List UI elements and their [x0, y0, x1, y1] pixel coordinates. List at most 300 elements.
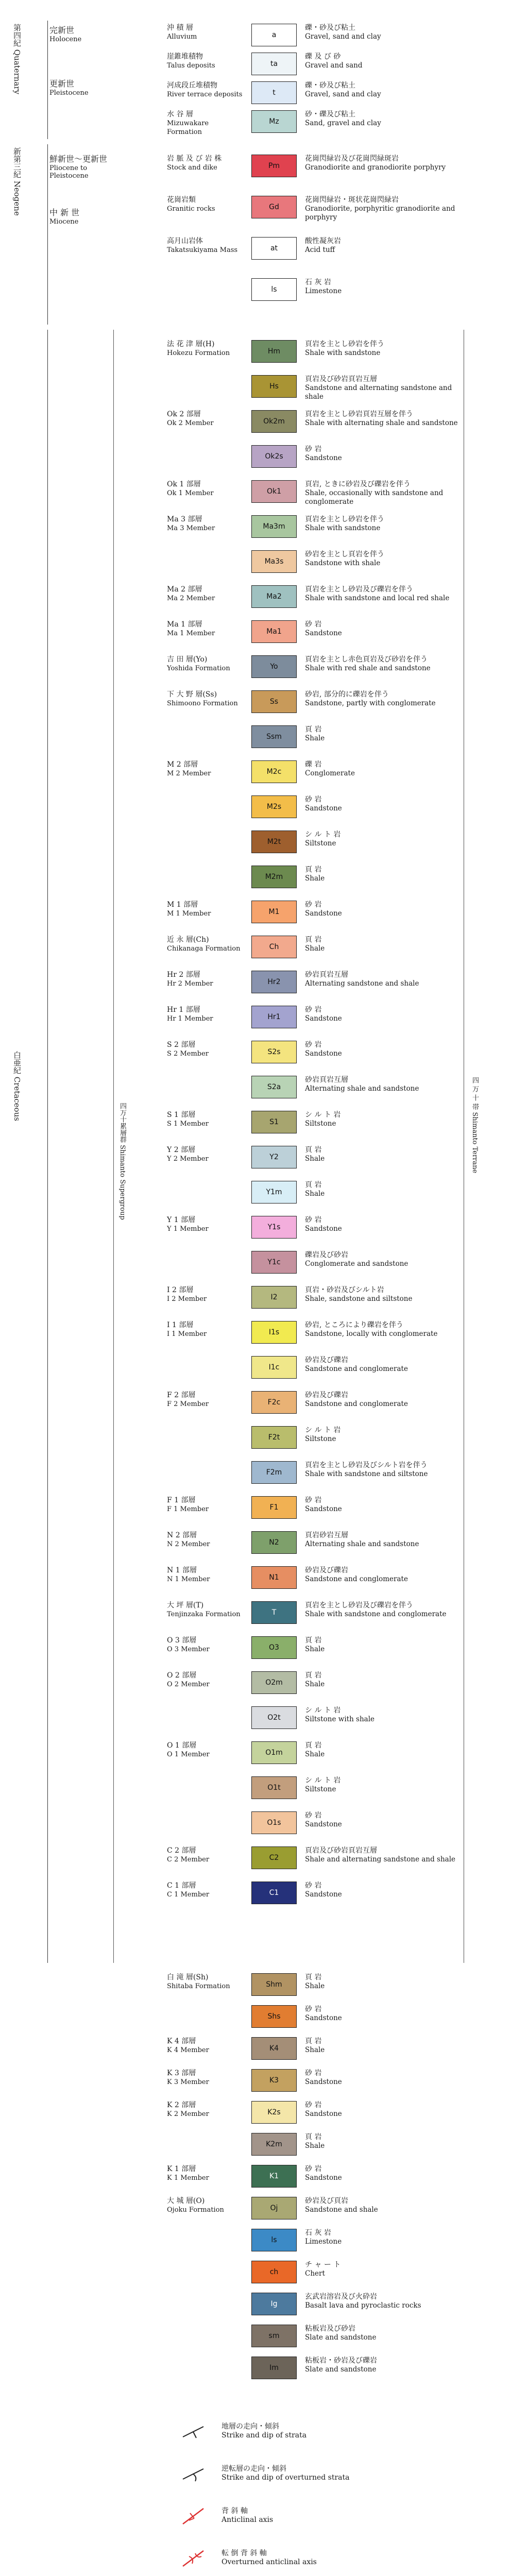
- formation-jp: Ma 3 部層: [167, 515, 202, 523]
- formation-label: [167, 196, 244, 213]
- unit-swatch: [251, 831, 297, 853]
- unit-swatch: [251, 1251, 297, 1274]
- formation-jp: 岩 脈 及 び 岩 株: [167, 155, 222, 163]
- formation-label: [167, 1882, 244, 1899]
- formation-en: Chikanaga Formation: [167, 945, 241, 953]
- description-jp: 頁岩を主とし砂岩を伴う: [305, 340, 384, 348]
- formation-jp: O 2 部層: [167, 1671, 197, 1680]
- formation-label: [167, 1041, 244, 1058]
- formation-jp: K 4 部層: [167, 2037, 196, 2045]
- formation-jp: Hr 2 部層: [167, 971, 200, 979]
- unit-swatch: [251, 1146, 297, 1168]
- unit-code: S2a: [267, 1083, 281, 1091]
- unit-code: Y1c: [267, 1258, 281, 1266]
- unit-swatch: [251, 278, 297, 301]
- formation-label: [167, 620, 244, 638]
- description-jp: 礫 及 び 砂: [305, 53, 341, 61]
- unit-code: Ok2s: [265, 452, 283, 461]
- description-jp: 頁岩を主とし砂岩及び礫岩を伴う: [305, 1601, 413, 1609]
- unit-code: ch: [269, 2268, 279, 2276]
- description-jp: 頁 岩: [305, 866, 322, 874]
- unit-swatch: [251, 2101, 297, 2124]
- formation-jp: 大 城 層(O): [167, 2197, 205, 2205]
- symbol-label: [222, 2549, 438, 2567]
- description-jp: 花崗閃緑岩・斑状花崗閃緑岩: [305, 196, 399, 204]
- unit-code: F2c: [267, 1398, 281, 1406]
- unit-description: [305, 1041, 459, 1058]
- formation-en: I 1 Member: [167, 1330, 207, 1338]
- formation-en: F 1 Member: [167, 1505, 209, 1513]
- description-en: Granodiorite and granodiorite porphyry: [305, 163, 446, 172]
- formation-en: Ma 3 Member: [167, 524, 215, 532]
- unit-code: M2t: [267, 838, 281, 846]
- description-jp: 砂 岩: [305, 2165, 322, 2173]
- unit-code: Ssm: [266, 733, 282, 741]
- description-en: Sandstone and shale: [305, 2206, 378, 2214]
- anticline-icon: [175, 2506, 211, 2527]
- formation-label: [167, 1216, 244, 1233]
- unit-description: [305, 550, 459, 568]
- unit-description: [305, 1882, 459, 1899]
- unit-swatch: [251, 2293, 297, 2315]
- unit-description: [305, 831, 459, 848]
- formation-en: K 3 Member: [167, 2078, 209, 2086]
- formation-label: [167, 1391, 244, 1409]
- unit-swatch: [251, 655, 297, 678]
- unit-swatch: [251, 1882, 297, 1904]
- formation-label: [167, 2069, 244, 2087]
- unit-description: [305, 1181, 459, 1198]
- description-en: Alternating shale and sandstone: [305, 1540, 419, 1548]
- unit-description: [305, 1846, 459, 1864]
- unit-code: ls: [271, 2236, 277, 2244]
- formation-label: [167, 24, 244, 41]
- description-en: Shale: [305, 2142, 325, 2150]
- description-en: Shale: [305, 1750, 325, 1758]
- unit-code: Ss: [269, 698, 279, 706]
- unit-swatch: [251, 1426, 297, 1449]
- formation-label: [167, 1146, 244, 1163]
- description-en: Sandstone and conglomerate: [305, 1365, 408, 1373]
- unit-code: at: [270, 244, 278, 252]
- description-en: Sandstone: [305, 1890, 342, 1899]
- era-quaternary: [9, 21, 48, 139]
- formation-jp: 白 滝 層(Sh): [167, 1973, 209, 1981]
- description-jp: 砂 岩: [305, 2101, 322, 2109]
- description-jp: 砂岩頁岩互層: [305, 971, 348, 979]
- formation-jp: 法 花 津 層(H): [167, 340, 215, 348]
- unit-description: [305, 1601, 459, 1619]
- unit-swatch: [251, 1321, 297, 1344]
- formation-jp: Ok 2 部層: [167, 410, 201, 418]
- unit-code: Ig: [270, 2300, 278, 2308]
- unit-swatch: [251, 1111, 297, 1133]
- description-en: Sandstone with shale: [305, 559, 381, 567]
- unit-code: ls: [271, 285, 277, 294]
- unit-swatch: [251, 1741, 297, 1764]
- formation-en: C 1 Member: [167, 1891, 210, 1899]
- description-jp: 頁 岩: [305, 1973, 322, 1981]
- description-jp: 砂 岩: [305, 1882, 322, 1890]
- description-en: Sandstone: [305, 1820, 342, 1828]
- unit-description: [305, 1111, 459, 1128]
- description-en: Slate and sandstone: [305, 2365, 377, 2374]
- unit-swatch: [251, 237, 297, 260]
- description-jp: 礫岩及び砂岩: [305, 1251, 348, 1259]
- description-jp: 頁 岩: [305, 936, 322, 944]
- formation-en: F 2 Member: [167, 1400, 209, 1408]
- description-en: Gravel, sand and clay: [305, 32, 381, 41]
- description-en: Siltstone: [305, 1785, 336, 1793]
- formation-en: O 2 Member: [167, 1681, 210, 1688]
- formation-en: K 1 Member: [167, 2174, 209, 2182]
- symbol-label: [222, 2422, 438, 2440]
- description-en: Shale: [305, 1190, 325, 1198]
- formation-jp: Hr 1 部層: [167, 1006, 200, 1014]
- unit-description: [305, 655, 459, 673]
- formation-jp: N 2 部層: [167, 1531, 197, 1539]
- unit-description: [305, 901, 459, 918]
- formation-jp: N 1 部層: [167, 1566, 197, 1574]
- unit-code: Ma3s: [264, 557, 284, 566]
- unit-code: K1: [269, 2172, 279, 2180]
- description-jp: 粘板岩・砂岩及び礫岩: [305, 2357, 377, 2365]
- formation-label: [167, 53, 244, 70]
- unit-swatch: [251, 1216, 297, 1239]
- description-en: Gravel and sand: [305, 61, 363, 70]
- unit-description: [305, 866, 459, 883]
- description-jp: 砂岩及び頁岩: [305, 2197, 348, 2205]
- description-jp: 砂 岩: [305, 1216, 322, 1224]
- formation-label: [167, 410, 244, 428]
- unit-description: [305, 1636, 459, 1654]
- symbol-label: [222, 2465, 438, 2482]
- epoch-holocene: 完新世 Holocene: [49, 25, 82, 43]
- symbol-jp: 逆転層の走向・傾斜: [222, 2465, 286, 2473]
- unit-code: K3: [269, 2076, 279, 2084]
- unit-description: [305, 410, 459, 428]
- description-jp: 頁 岩: [305, 1146, 322, 1154]
- unit-swatch: [251, 690, 297, 713]
- description-jp: 花崗閃緑岩及び花崗閃緑斑岩: [305, 155, 399, 163]
- description-jp: 頁岩を主とし赤色頁岩及び砂岩を伴う: [305, 655, 428, 664]
- unit-description: [305, 1426, 459, 1444]
- unit-swatch: [251, 1776, 297, 1799]
- formation-jp: S 2 部層: [167, 1041, 196, 1049]
- formation-en: S 2 Member: [167, 1050, 209, 1058]
- description-jp: 頁岩を主とし砂岩頁岩互層を伴う: [305, 410, 413, 418]
- formation-en: Hr 2 Member: [167, 980, 213, 988]
- unit-code: Shm: [266, 1980, 282, 1989]
- unit-swatch: [251, 1076, 297, 1098]
- unit-code: F1: [269, 1503, 279, 1512]
- description-en: Shale: [305, 874, 325, 883]
- unit-code: M2s: [266, 803, 282, 811]
- description-jp: チ ャ ー ト: [305, 2261, 341, 2269]
- unit-code: Oj: [270, 2204, 278, 2212]
- description-en: Slate and sandstone: [305, 2333, 377, 2342]
- unit-description: [305, 2229, 459, 2246]
- formation-label: [167, 1286, 244, 1303]
- description-en: Granodiorite, porphyritic granodiorite and porphyry: [305, 205, 455, 222]
- unit-swatch: [251, 1846, 297, 1869]
- description-en: Sandstone and conglomerate: [305, 1575, 408, 1583]
- formation-en: K 4 Member: [167, 2046, 209, 2054]
- unit-swatch: [251, 1461, 297, 1484]
- unit-swatch: [251, 550, 297, 573]
- formation-jp: K 3 部層: [167, 2069, 196, 2077]
- formation-jp: 花崗岩類: [167, 196, 196, 204]
- era-cretaceous: 白亜紀 Cretaceous: [9, 330, 48, 1963]
- formation-jp: S 1 部層: [167, 1111, 196, 1119]
- description-en: Siltstone with shale: [305, 1715, 375, 1723]
- unit-description: [305, 2133, 459, 2150]
- formation-jp: K 1 部層: [167, 2165, 196, 2173]
- formation-en: Talus deposits: [167, 62, 215, 70]
- unit-description: [305, 2293, 459, 2310]
- formation-label: [167, 1531, 244, 1549]
- unit-swatch: [251, 81, 297, 104]
- description-jp: シ ル ト 岩: [305, 1426, 341, 1434]
- formation-jp: M 2 部層: [167, 760, 198, 769]
- formation-en: Y 1 Member: [167, 1225, 209, 1233]
- formation-label: [167, 2101, 244, 2119]
- unit-swatch: [251, 1706, 297, 1729]
- unit-description: [305, 585, 459, 603]
- unit-description: [305, 375, 459, 401]
- description-en: Sandstone: [305, 2014, 342, 2022]
- unit-swatch: [251, 2325, 297, 2347]
- description-en: Gravel, sand and clay: [305, 90, 381, 98]
- description-en: Shale: [305, 1645, 325, 1653]
- formation-label: [167, 110, 244, 137]
- unit-description: [305, 1741, 459, 1759]
- unit-code: Y1s: [267, 1223, 281, 1231]
- unit-description: [305, 795, 459, 813]
- unit-code: I1c: [268, 1363, 280, 1371]
- unit-swatch: [251, 110, 297, 133]
- unit-code: T: [271, 1608, 277, 1617]
- era-neogene: 新第三紀 Neogene: [9, 144, 48, 325]
- description-jp: 頁 岩: [305, 725, 322, 734]
- unit-swatch: [251, 375, 297, 398]
- formation-en: Ma 1 Member: [167, 630, 215, 637]
- formation-jp: K 2 部層: [167, 2101, 196, 2109]
- description-jp: 石 灰 岩: [305, 278, 331, 286]
- formation-en: Ojoku Formation: [167, 2206, 224, 2214]
- formation-label: [167, 2197, 244, 2214]
- formation-en: Hr 1 Member: [167, 1015, 213, 1023]
- unit-description: [305, 480, 459, 506]
- description-jp: 砂 岩: [305, 2005, 322, 2013]
- formation-en: M 2 Member: [167, 770, 211, 777]
- unit-code: Ok2m: [263, 417, 285, 426]
- symbol-label: [222, 2507, 438, 2524]
- description-jp: シ ル ト 岩: [305, 831, 341, 839]
- formation-en: Shitaba Formation: [167, 1982, 230, 1990]
- formation-jp: F 2 部層: [167, 1391, 196, 1399]
- overturned-icon: [175, 2464, 211, 2484]
- description-en: Sandstone: [305, 1049, 342, 1058]
- unit-swatch: [251, 2197, 297, 2219]
- description-jp: 砂 岩: [305, 1811, 322, 1820]
- strike-dip-icon: [175, 2421, 211, 2442]
- description-jp: 砂岩頁岩互層: [305, 1076, 348, 1084]
- unit-description: [305, 760, 459, 778]
- formation-en: Alluvium: [167, 33, 197, 41]
- unit-description: [305, 1566, 459, 1584]
- formation-label: [167, 2037, 244, 2055]
- unit-code: Ma3m: [263, 522, 285, 531]
- formation-label: [167, 1496, 244, 1514]
- unit-swatch: [251, 445, 297, 468]
- description-en: Sandstone: [305, 1505, 342, 1513]
- unit-description: [305, 1006, 459, 1023]
- unit-swatch: [251, 24, 297, 46]
- unit-swatch: [251, 1811, 297, 1834]
- formation-jp: 崖錐堆積物: [167, 53, 203, 61]
- unit-description: [305, 2069, 459, 2087]
- symbol-en: Strike and dip of strata: [222, 2431, 307, 2439]
- unit-swatch: [251, 196, 297, 218]
- formation-jp: 沖 積 層: [167, 24, 193, 32]
- unit-code: Y2: [269, 1153, 279, 1161]
- unit-swatch: [251, 1181, 297, 1204]
- description-jp: 頁岩・砂岩及びシルト岩: [305, 1286, 384, 1294]
- unit-description: [305, 1146, 459, 1163]
- formation-en: Stock and dike: [167, 164, 217, 172]
- unit-code: Hr2: [267, 978, 281, 986]
- formation-label: [167, 690, 244, 708]
- formation-en: Mizuwakare Formation: [167, 120, 209, 136]
- unit-description: [305, 1356, 459, 1374]
- formation-label: [167, 760, 244, 778]
- epoch-miocene: 中 新 世 Miocene: [49, 208, 80, 226]
- unit-swatch: [251, 1006, 297, 1028]
- description-jp: 頁岩砂岩互層: [305, 1531, 348, 1539]
- formation-jp: I 1 部層: [167, 1321, 194, 1329]
- unit-description: [305, 53, 459, 70]
- description-en: Shale with sandstone: [305, 524, 381, 532]
- description-jp: 頁岩を主とし砂岩及びシルト岩を伴う: [305, 1461, 428, 1469]
- description-en: Sandstone: [305, 804, 342, 812]
- formation-jp: 近 永 層(Ch): [167, 936, 209, 944]
- formation-label: [167, 340, 244, 358]
- unit-code: a: [271, 31, 277, 39]
- formation-label: [167, 901, 244, 918]
- unit-description: [305, 1461, 459, 1479]
- formation-en: Ok 2 Member: [167, 419, 214, 427]
- description-en: Shale with alternating shale and sandstone: [305, 419, 458, 427]
- formation-jp: O 1 部層: [167, 1741, 197, 1750]
- description-jp: 頁 岩: [305, 1181, 322, 1189]
- formation-en: M 1 Member: [167, 910, 211, 918]
- description-jp: 礫 岩: [305, 760, 322, 769]
- description-jp: 頁 岩: [305, 1636, 322, 1645]
- unit-description: [305, 1973, 459, 1991]
- unit-description: [305, 155, 459, 172]
- formation-en: River terrace deposits: [167, 91, 243, 98]
- symbol-en: Strike and dip of overturned strata: [222, 2473, 350, 2482]
- description-jp: シ ル ト 岩: [305, 1111, 341, 1119]
- unit-swatch: [251, 760, 297, 783]
- unit-code: Ch: [269, 943, 279, 951]
- unit-swatch: [251, 1356, 297, 1379]
- description-jp: シ ル ト 岩: [305, 1706, 341, 1715]
- unit-description: [305, 1076, 459, 1093]
- unit-code: Ok1: [266, 487, 282, 496]
- unit-description: [305, 515, 459, 533]
- description-jp: 砂岩を主とし頁岩を伴う: [305, 550, 384, 558]
- formation-label: [167, 81, 244, 99]
- unit-swatch: [251, 410, 297, 433]
- description-en: Siltstone: [305, 1120, 336, 1128]
- formation-jp: Y 1 部層: [167, 1216, 196, 1224]
- description-jp: 粘板岩及び砂岩: [305, 2325, 355, 2333]
- description-en: Shale with red shale and sandstone: [305, 664, 431, 672]
- unit-code: M2c: [266, 768, 282, 776]
- unit-swatch: [251, 1566, 297, 1589]
- unit-code: K4: [269, 2044, 279, 2053]
- unit-code: M2m: [265, 873, 283, 881]
- description-en: Sandstone: [305, 629, 342, 637]
- unit-swatch: [251, 795, 297, 818]
- unit-code: Pm: [268, 162, 280, 170]
- description-en: Shale: [305, 1680, 325, 1688]
- unit-code: F2m: [266, 1468, 282, 1477]
- formation-label: [167, 655, 244, 673]
- unit-swatch: [251, 2069, 297, 2092]
- description-jp: 砂 岩: [305, 901, 322, 909]
- unit-code: sm: [268, 2332, 280, 2340]
- formation-jp: I 2 部層: [167, 1286, 194, 1294]
- description-jp: 頁 岩: [305, 2133, 322, 2141]
- unit-code: Ma2: [266, 592, 282, 601]
- unit-swatch: [251, 936, 297, 958]
- formation-en: Ma 2 Member: [167, 595, 215, 602]
- formation-jp: Y 2 部層: [167, 1146, 196, 1154]
- unit-description: [305, 81, 459, 99]
- unit-description: [305, 1776, 459, 1794]
- formation-label: [167, 1566, 244, 1584]
- description-en: Siltstone: [305, 839, 336, 848]
- unit-swatch: [251, 2037, 297, 2060]
- formation-en: Shimoono Formation: [167, 700, 238, 707]
- unit-description: [305, 2037, 459, 2055]
- description-en: Sand, gravel and clay: [305, 119, 381, 127]
- unit-description: [305, 1496, 459, 1514]
- unit-swatch: [251, 1601, 297, 1624]
- unit-swatch: [251, 155, 297, 177]
- formation-label: [167, 237, 244, 255]
- formation-jp: C 1 部層: [167, 1882, 196, 1890]
- formation-jp: C 2 部層: [167, 1846, 196, 1855]
- unit-description: [305, 1286, 459, 1303]
- unit-swatch: [251, 1041, 297, 1063]
- formation-jp: 下 大 野 層(Ss): [167, 690, 217, 699]
- unit-description: [305, 1391, 459, 1409]
- overturned-anticline-icon: [175, 2548, 211, 2569]
- unit-code: O3: [269, 1643, 279, 1652]
- unit-swatch: [251, 2165, 297, 2188]
- unit-code: ta: [270, 60, 278, 68]
- description-jp: 頁岩を主とし砂岩及び礫岩を伴う: [305, 585, 413, 594]
- unit-swatch: [251, 1973, 297, 1996]
- description-jp: 石 灰 岩: [305, 2229, 331, 2237]
- formation-label: [167, 971, 244, 988]
- unit-description: [305, 2325, 459, 2342]
- unit-swatch: [251, 866, 297, 888]
